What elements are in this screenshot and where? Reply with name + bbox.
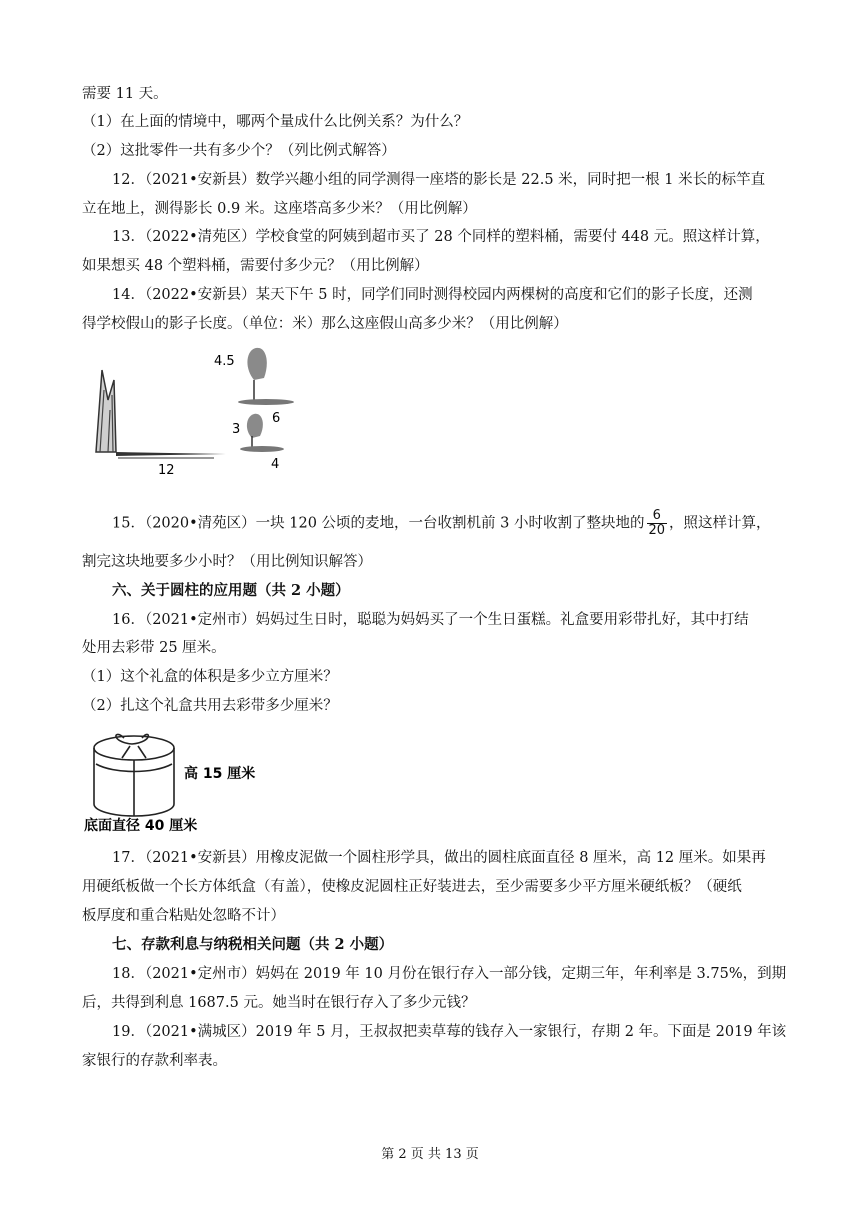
fraction-denominator: 20	[648, 523, 666, 538]
question-16-line-1: 16．（2021•定州市）妈妈过生日时，聪聪为妈妈买了一个生日蛋糕。礼盒要用彩带扎好，其中打结	[112, 612, 749, 628]
section-6-heading: 六、关于圆柱的应用题（共 2 小题）	[112, 582, 350, 599]
subquestion-1: （1）在上面的情境中，哪两个量成什么比例关系？为什么？	[82, 114, 469, 130]
hill-shadow-label: 12	[158, 463, 175, 478]
page-number-footer: 第 2 页 共 13 页	[381, 1147, 479, 1162]
tree-2-height-label: 3	[232, 422, 241, 437]
question-17-line-2: 用硬纸板做一个长方体纸盒（有盖），使橡皮泥圆柱正好装进去，至少需要多少平方厘米硬纸板？（硬纸	[82, 879, 742, 895]
tree-2-shadow-label: 4	[271, 457, 280, 472]
giftbox-diameter-label: 底面直径 40 厘米	[84, 818, 198, 834]
subquestion-2: （2）这批零件一共有多少个？（列比例式解答）	[82, 143, 396, 159]
question-15-text-end: ，照这样计算，	[669, 515, 771, 532]
question-17-line-3: 板厚度和重合粘贴处忽略不计）	[82, 908, 285, 924]
tree-1-drawing	[238, 348, 294, 405]
giftbox-drawing	[94, 734, 174, 816]
question-18-line-2: 后，共得到利息 1687.5 元。她当时在银行存入了多少元钱？	[82, 995, 476, 1011]
question-15-line-1	[112, 509, 800, 538]
tree-1-height-label: 4.5	[214, 354, 235, 369]
question-18-line-1: 18．（2021•定州市）妈妈在 2019 年 10 月份在银行存入一部分钱，定期三年，年利率是 3.75%，到期	[112, 966, 787, 982]
question-12-line-2: 立在地上，测得影长 0.9 米。这座塔高多少米？（用比例解）	[82, 201, 477, 217]
giftbox-height-label: 高 15 厘米	[184, 766, 256, 782]
fraction-numerator: 6	[647, 509, 668, 524]
question-15-text: 15．（2020•清苑区）一块 120 公顷的麦地，一台收割机前 3 小时收割了整块地的	[112, 515, 645, 532]
question-14-line-2: 得学校假山的影子长度。（单位：米）那么这座假山高多少米？（用比例解）	[82, 316, 568, 332]
text-line: 需要 11 天。	[82, 86, 168, 102]
shadow-figure	[86, 340, 316, 500]
tree-1-shadow-label: 6	[272, 411, 281, 426]
question-13-line-1: 13．（2022•清苑区）学校食堂的阿姨到超市买了 28 个同样的塑料桶，需要付 448 元。照这样计算，	[112, 229, 770, 245]
question-15-line-2: 割完这块地要多少小时？（用比例知识解答）	[82, 554, 372, 570]
fraction	[647, 509, 668, 538]
question-16-line-2: 处用去彩带 25 厘米。	[82, 640, 226, 656]
question-14-line-1: 14．（2022•安新县）某天下午 5 时，同学们同时测得校园内两棵树的高度和它们的影子长度，还测	[112, 287, 753, 303]
hill-drawing	[96, 370, 226, 456]
section-7-heading: 七、存款利息与纳税相关问题（共 2 小题）	[112, 936, 394, 953]
question-19-line-2: 家银行的存款利率表。	[82, 1053, 227, 1069]
question-13-line-2: 如果想买 48 个塑料桶，需要付多少元？（用比例解）	[82, 258, 429, 274]
question-19-line-1: 19．（2021•满城区）2019 年 5 月，王叔叔把卖草莓的钱存入一家银行，存期 2 年。下面是 2019 年该	[112, 1024, 787, 1040]
question-12-line-1: 12．（2021•安新县）数学兴趣小组的同学测得一座塔的影长是 22.5 米，同时把一根 1 米长的标竿直	[112, 172, 766, 188]
question-16-sub-1: （1）这个礼盒的体积是多少立方厘米？	[82, 669, 338, 685]
question-17-line-1: 17．（2021•安新县）用橡皮泥做一个圆柱形学具，做出的圆柱底面直径 8 厘米，高 12 厘米。如果再	[112, 850, 766, 866]
giftbox-figure	[84, 724, 304, 836]
question-16-sub-2: （2）扎这个礼盒共用去彩带多少厘米？	[82, 698, 338, 714]
